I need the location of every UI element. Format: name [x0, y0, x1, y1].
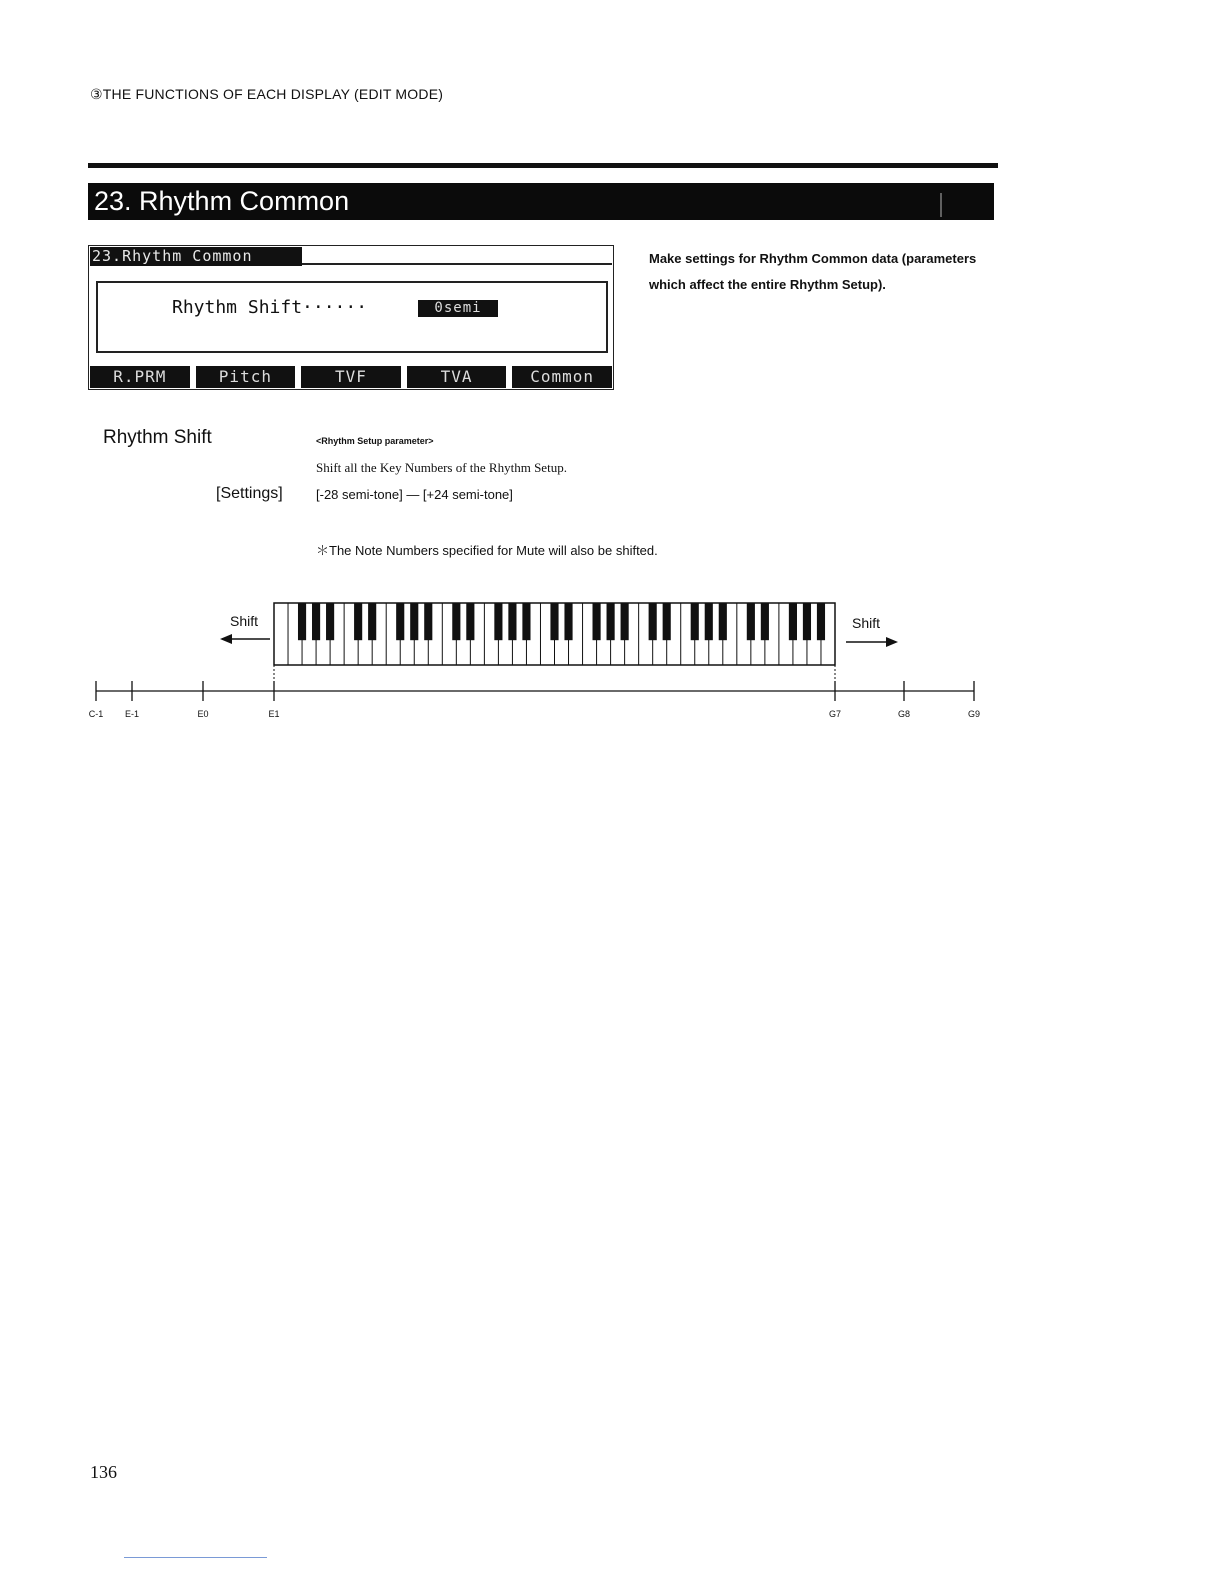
black-key: [298, 603, 306, 640]
keyboard-keys: [274, 603, 835, 665]
black-key: [691, 603, 699, 640]
black-key: [452, 603, 460, 640]
black-key: [508, 603, 516, 640]
parameter-note: ＊The Note Numbers specified for Mute will also be shifted.: [316, 543, 658, 558]
black-key: [719, 603, 727, 640]
black-key: [593, 603, 601, 640]
scale-label: E1: [268, 709, 280, 719]
keyboard-shift-diagram: [80, 595, 1000, 730]
black-key: [789, 603, 797, 640]
scale-label: E-1: [124, 709, 140, 719]
black-key: [550, 603, 558, 640]
lcd-tab-pitch: Pitch: [196, 366, 296, 388]
lcd-tab-tva: TVA: [407, 366, 507, 388]
settings-label: [Settings]: [216, 485, 283, 502]
parameter-subtitle: <Rhythm Setup parameter>: [316, 436, 434, 446]
black-key: [803, 603, 811, 640]
top-rule: [88, 163, 998, 168]
shift-right-arrowhead: [886, 637, 898, 647]
banner-divider: [940, 193, 942, 217]
black-key: [368, 603, 376, 640]
lcd-tab-tvf: TVF: [301, 366, 401, 388]
black-key: [607, 603, 615, 640]
scale-label: G7: [828, 709, 842, 719]
black-key: [466, 603, 474, 640]
black-key: [649, 603, 657, 640]
black-key: [354, 603, 362, 640]
black-key: [424, 603, 432, 640]
section-description: Make settings for Rhythm Common data (parameters which affect the entire Rhythm Setup).: [649, 251, 977, 292]
black-key: [326, 603, 334, 640]
black-key: [663, 603, 671, 640]
footer-rule: [124, 1557, 267, 1558]
black-key: [494, 603, 502, 640]
scale-label: E0: [197, 709, 209, 719]
lcd-param-label: Rhythm Shift······: [172, 297, 368, 318]
page-number: 136: [90, 1462, 117, 1482]
black-key: [761, 603, 769, 640]
black-key: [621, 603, 629, 640]
lcd-display: [88, 245, 614, 390]
black-key: [522, 603, 530, 640]
black-key: [410, 603, 418, 640]
parameter-description: Shift all the Key Numbers of the Rhythm Setup.: [316, 460, 567, 475]
shift-left-label: Shift: [230, 613, 259, 629]
shift-left-arrowhead: [220, 634, 232, 644]
lcd-param-value: 0semi: [418, 300, 498, 317]
black-key: [564, 603, 572, 640]
lcd-tab-common: Common: [512, 366, 612, 388]
page-header: ③THE FUNCTIONS OF EACH DISPLAY (EDIT MODE): [90, 86, 444, 102]
lcd-title: 23.Rhythm Common: [92, 247, 253, 265]
black-key: [747, 603, 755, 640]
scale-label: G9: [967, 709, 981, 719]
black-key: [817, 603, 825, 640]
section-title: 23. Rhythm Common: [94, 186, 350, 216]
scale-label: G8: [897, 709, 911, 719]
shift-right-label: Shift: [852, 615, 881, 631]
settings-range: [-28 semi-tone] — [+24 semi-tone]: [316, 487, 513, 502]
lcd-title-underline: [302, 263, 612, 265]
lcd-tab-bar: [90, 366, 612, 388]
black-key: [312, 603, 320, 640]
lcd-tab-rprm: R.PRM: [90, 366, 190, 388]
parameter-name: Rhythm Shift: [103, 427, 212, 448]
scale-label: C-1: [88, 709, 104, 719]
black-key: [396, 603, 404, 640]
scale-ticks: [89, 681, 980, 719]
black-key: [705, 603, 713, 640]
